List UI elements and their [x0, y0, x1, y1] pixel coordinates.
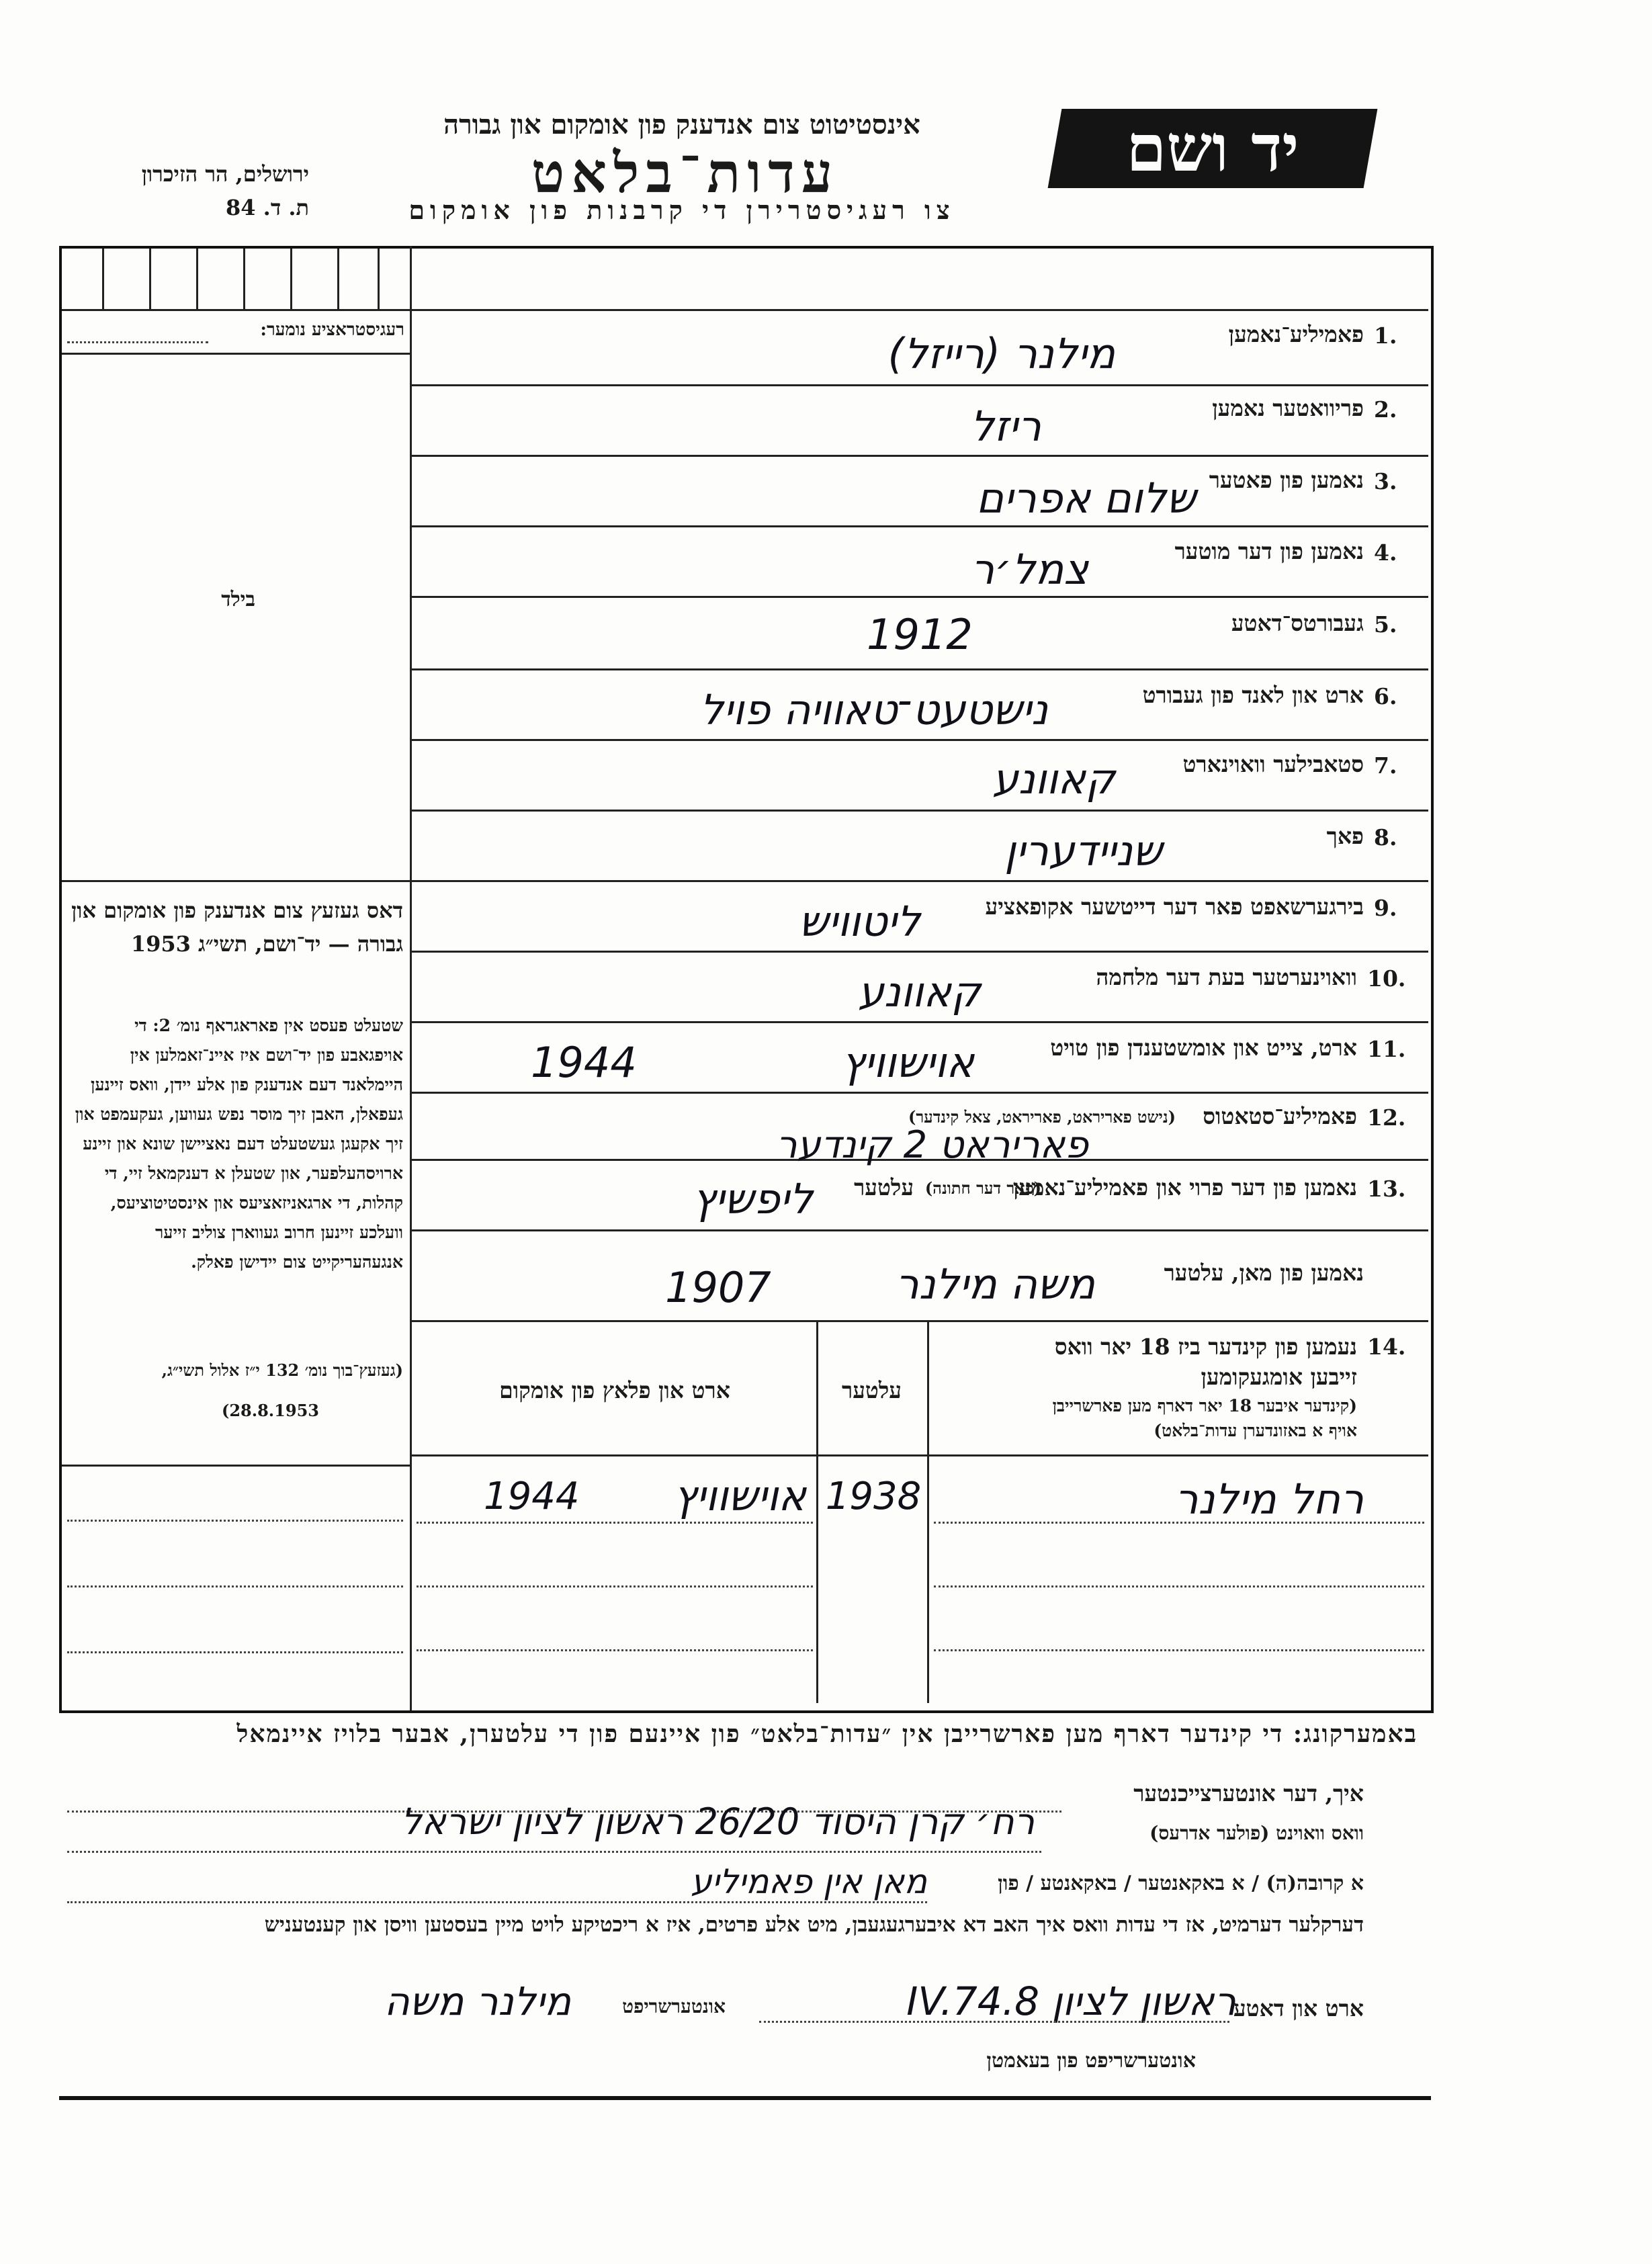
- field-rule: [412, 596, 1428, 598]
- field-6-label: ארט און לאנד פון געבורט: [1142, 682, 1364, 708]
- field-rule: [412, 810, 1428, 812]
- field-2-label: פריוואטער נאמען: [1212, 395, 1364, 421]
- children-col-divider: [816, 1320, 818, 1703]
- field-1-label: פאמיליע־נאמען: [1228, 321, 1364, 347]
- field-4-value[interactable]: צמל׳ר: [971, 545, 1088, 594]
- field-3-label: נאמען פון פאטער: [1209, 467, 1364, 493]
- relation-dotline: [67, 1901, 927, 1903]
- sidebar-rule: [62, 1465, 410, 1467]
- address-value[interactable]: רח׳ קרן היסוד 26/20 ראשון לציון ישראל: [400, 1800, 1035, 1843]
- photo-label: בילד: [221, 588, 255, 611]
- institute-line: אינסטיטוט צום אנדענק פון אומקום און גבורה: [443, 109, 920, 140]
- child-dotline: [934, 1585, 1424, 1587]
- place-date-dotline: [759, 2021, 1229, 2023]
- child-dotline: [417, 1649, 813, 1651]
- field-rule: [412, 1092, 1428, 1094]
- location-text: ירושלים, הר הזיכרון: [141, 161, 309, 187]
- po-box-text: ת. ד. 84: [226, 195, 309, 220]
- field-2-number: 2.: [1374, 396, 1397, 423]
- field-10-number: 10.: [1367, 965, 1406, 992]
- field-1-number: 1.: [1374, 322, 1397, 349]
- children-label-2: זייבען אומגעקומען: [1201, 1364, 1357, 1390]
- field-rule: [412, 455, 1428, 457]
- field-8-number: 8.: [1374, 824, 1397, 851]
- child-row-1-year[interactable]: 1944: [484, 1475, 580, 1518]
- field-6-value[interactable]: נישטעט־טאוויה פויל: [699, 685, 1048, 734]
- children-rule: [412, 1454, 1428, 1456]
- sidebar-divider: [410, 246, 412, 1710]
- sidebar-dotline: [67, 1520, 403, 1522]
- field-9-value[interactable]: ליטוויש: [799, 897, 920, 946]
- law-date: (28.8.1953: [222, 1401, 319, 1420]
- field-3-value[interactable]: שלום אפרים: [975, 474, 1196, 523]
- field-1-value[interactable]: מילנר (רייזל): [887, 329, 1115, 378]
- field-12-note: (נישט פאריראט, פאריראט, צאל קינדער): [908, 1107, 1176, 1127]
- husband-age[interactable]: 1907: [665, 1263, 771, 1312]
- field-7-value[interactable]: קאוונע: [992, 754, 1115, 803]
- field-4-number: 4.: [1374, 539, 1397, 566]
- field-rule: [412, 1021, 1428, 1023]
- sidebar-dotline: [67, 1585, 403, 1587]
- field-12-label: פאמיליע־סטאטוס: [1203, 1103, 1357, 1129]
- field-12-value[interactable]: פאריראט 2 קינדער: [775, 1123, 1088, 1167]
- child-row-1-place[interactable]: אוישוויץ: [673, 1471, 806, 1520]
- field-13-value[interactable]: ליפשיץ: [692, 1174, 813, 1223]
- children-label-1: נעמען פון קינדער ביז 18 יאר וואס: [1054, 1334, 1357, 1360]
- law-title: דאס געזעץ צום אנדענק פון אומקום און גבורה — יד־ושם, תשי״ג 1953: [71, 898, 403, 957]
- husband-name[interactable]: משה מילנר: [895, 1260, 1095, 1309]
- field-11-number: 11.: [1367, 1036, 1406, 1062]
- field-9-number: 9.: [1374, 895, 1397, 921]
- form-subtitle: צו רעגיסטרירן די קרבנות פון אומקום: [408, 195, 955, 225]
- sidebar-rule: [62, 880, 410, 882]
- field-10-label: וואוינערטער בעת דער מלחמה: [1096, 964, 1357, 990]
- form-title: עדות־בלאט: [531, 141, 840, 206]
- bottom-rule: [59, 2096, 1431, 2100]
- field-rule: [412, 1229, 1428, 1231]
- field-10-value[interactable]: קאוונע: [858, 967, 981, 1016]
- child-dotline: [417, 1522, 813, 1524]
- field-11-label: ארט, צייט און אומשטענדן פון טויט: [1050, 1035, 1357, 1061]
- sidebar-rule: [62, 353, 410, 355]
- field-rule: [412, 668, 1428, 670]
- child-dotline: [934, 1649, 1424, 1651]
- official-signature-label: אונטערשריפט פון בעאמטן: [986, 2049, 1196, 2073]
- child-row-1-age[interactable]: 1938: [825, 1475, 922, 1518]
- relation-value[interactable]: מאן אין פאמיליע: [691, 1862, 927, 1901]
- field-5-number: 5.: [1374, 611, 1397, 638]
- field-rule: [412, 739, 1428, 741]
- field-8-value[interactable]: שניידערין: [1004, 826, 1162, 875]
- field-11-year[interactable]: 1944: [531, 1038, 637, 1087]
- field-13-age-label: עלטער: [854, 1174, 914, 1201]
- children-note-2: אויף א באזונדערן עדות־בלאט): [1154, 1421, 1357, 1440]
- field-rule: [412, 880, 1428, 882]
- signatory-intro: איך, דער אונטערצייכנטער: [1133, 1780, 1364, 1806]
- children-col-place: ארט און פלאץ פון אומקום: [499, 1377, 730, 1403]
- registration-dotline: [67, 341, 208, 343]
- field-7-label: סטאבילער וואוינארט: [1182, 751, 1364, 777]
- children-number: 14.: [1367, 1334, 1406, 1360]
- field-5-value[interactable]: 1912: [867, 610, 973, 659]
- child-row-1-name[interactable]: רחל מילנר: [1174, 1475, 1364, 1524]
- place-date-label: ארט און דאטע: [1233, 1995, 1364, 2021]
- field-rule: [412, 1320, 1428, 1322]
- children-col-age: עלטער: [842, 1377, 902, 1403]
- field-13-label: נאמען פון דער פרוי און פאמיליע־נאמען: [1012, 1174, 1357, 1201]
- field-12-number: 12.: [1367, 1104, 1406, 1131]
- field-rule: [412, 309, 1428, 311]
- field-8-label: פאך: [1326, 823, 1364, 849]
- husband-label: נאמען פון מאן, עלטער: [1164, 1260, 1364, 1286]
- yad-vashem-logo: יד ושם: [1126, 110, 1299, 186]
- field-7-number: 7.: [1374, 752, 1397, 779]
- signature-value[interactable]: מילנר משה: [384, 1978, 571, 2024]
- sidebar-rule: [62, 309, 410, 311]
- place-date-value[interactable]: ראשון לציון 8.IV.74: [906, 1978, 1236, 2024]
- registration-label: רעגיסטראציע נומער:: [260, 320, 404, 340]
- children-col-divider: [927, 1320, 929, 1703]
- declaration-text: דערקלער דערמיט, אז די עדות וואס איך האב דא איבערגעגעבן, מיט אלע פרטים, איז א ריכטיקע לויט מיין בעסטען וויסן און קענטעניש: [264, 1913, 1364, 1937]
- field-3-number: 3.: [1374, 468, 1397, 494]
- sidebar-dotline: [67, 1651, 403, 1653]
- field-rule: [412, 384, 1428, 386]
- address-dotline: [67, 1851, 1041, 1853]
- field-13-note: (פאר דער חתונה): [924, 1178, 1041, 1198]
- child-dotline: [934, 1522, 1424, 1524]
- field-11-place[interactable]: אוישוויץ: [841, 1038, 974, 1087]
- children-note-1: (קינדער איבער 18 יאר דארף מען פארשרייבן: [1052, 1396, 1357, 1416]
- children-notice: באמערקונג: די קינדער דארף מען פארשרייבן אין ״עדות־בלאט״ פון איינעם פון די עלטערן, אבער בלויז איינמאל: [236, 1720, 1418, 1748]
- address-label: וואס וואוינט (פולער אדרעס): [1149, 1822, 1364, 1844]
- field-rule: [412, 951, 1428, 953]
- field-rule: [412, 525, 1428, 527]
- law-text: שטעלט פעסט אין פאראגראף נומ׳ 2: די אויפגאבע פון יד־ושם איז איינ־זאמלען אין היימלאנד דעם אנדענק פון אלע יידן, וואס זיינען געפאלן, האבן זיך מוסר נפש געווען, געקעמפט און זיך אקעגן געשטעלט דעם נאציישן שונא און זיינע ארויסהעלפער, און שטעלן א דענקמאל זיי, די קהלות, די ארגאניזאציעס און אינסטיטוציעס, וועלכע זיינען חרוב געווארן צוליב זייער אנגעהעריקייט צום יידישן פאלק.: [75, 1016, 403, 1272]
- law-reference: (געזעץ־בוך נומ׳ 132 י״ז אלול תשי״ג,: [161, 1360, 403, 1380]
- field-4-label: נאמען פון דער מוטער: [1174, 538, 1364, 564]
- relation-label: א קרובה(ה) / א באקאנטער / באקאנטע / פון: [998, 1872, 1364, 1895]
- field-6-number: 6.: [1374, 683, 1397, 709]
- field-13-number: 13.: [1367, 1176, 1406, 1202]
- field-2-value[interactable]: ריזל: [970, 402, 1041, 451]
- field-5-label: געבורטס־דאטע: [1231, 610, 1364, 636]
- child-dotline: [417, 1585, 813, 1587]
- field-9-label: בירגערשאפט פאר דער דייטשער אקופאציע: [985, 894, 1364, 920]
- registration-grid: [62, 249, 410, 309]
- signature-label: אונטערשריפט: [622, 1995, 726, 2017]
